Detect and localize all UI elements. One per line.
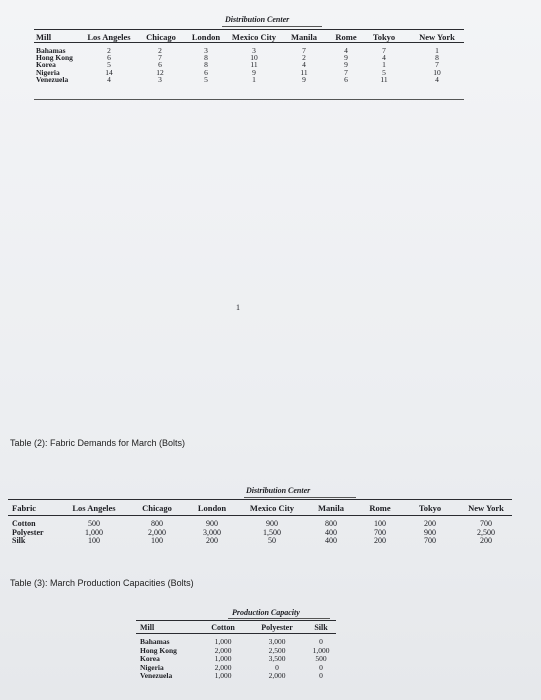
table-cell: 2,000 [214, 662, 232, 672]
table-cell: 9 [302, 74, 306, 84]
table2-header-col: Rome [369, 503, 391, 513]
table-cell: 4 [302, 60, 306, 70]
table-cell: 10 [433, 67, 441, 77]
table-cell: 1,000 [214, 637, 232, 646]
table3-header-rule [136, 633, 336, 634]
table2-group-header: Distribution Center [246, 486, 311, 495]
table-cell: 1 [435, 46, 439, 55]
table2-header-col: Chicago [142, 503, 172, 513]
table-cell: 0 [319, 637, 323, 646]
table3-caption: Table (3): March Production Capacities (Bolts) [10, 578, 194, 588]
table1-header-col: Mexico City [231, 32, 277, 42]
table-cell: 1,500 [263, 527, 281, 537]
table-cell: 3,000 [203, 527, 221, 537]
table-cell: 10 [250, 53, 258, 63]
table-cell: 6 [344, 74, 348, 84]
table-cell: 2,000 [268, 671, 286, 680]
table-cell: 3 [204, 46, 208, 55]
table2-header-fabric: Fabric [12, 503, 37, 513]
table-cell: 8 [204, 60, 208, 70]
table-cell: 11 [300, 67, 308, 77]
table-cell: 4 [344, 46, 348, 55]
table1-header-col: Tokyo [372, 32, 396, 42]
table-cell: 4 [107, 74, 111, 84]
table2-header-col: Mexico City [249, 503, 295, 513]
table-cell: 7 [382, 46, 386, 55]
table-cell: 400 [325, 536, 337, 545]
table-cell: 7 [435, 60, 439, 70]
table2-header-col: New York [468, 503, 504, 513]
table-cell: 6 [158, 60, 162, 70]
table2-top-rule [8, 499, 512, 500]
table-cell: 3,000 [268, 637, 286, 646]
table-cell: 0 [319, 662, 323, 672]
table2-header-col: Los Angeles [72, 503, 116, 513]
table3-header-col: Silk [314, 623, 328, 632]
table-cell: 5 [204, 74, 208, 84]
table-cell: 200 [480, 536, 492, 545]
table-cell: 100 [88, 536, 100, 545]
table-cell: 100 [374, 519, 386, 528]
table-cell: 1,000 [312, 645, 330, 655]
table-cell: 0 [319, 671, 323, 680]
table1-row-label: Bahamas Hong Kong Korea Nigeria Venezuela [36, 46, 73, 84]
table-cell: 7 [344, 67, 348, 77]
table2-row-labels: Cotton Polyester Silk [12, 519, 44, 545]
table1-group-header: Distribution Center [225, 15, 290, 24]
table-cell: 3 [158, 74, 162, 84]
table-cell: 6 [204, 67, 208, 77]
table-cell: 11 [380, 74, 388, 84]
table-cell: 4 [382, 53, 386, 63]
table-cell: 2,000 [214, 645, 232, 655]
table2-caption: Table (2): Fabric Demands for March (Bolts) [10, 438, 186, 448]
table1-header-col: Manila [291, 32, 317, 42]
table1-header-mill: Mill [36, 32, 52, 42]
table-cell: 9 [252, 67, 256, 77]
page-number: 1 [236, 303, 240, 312]
table-cell: 1 [252, 74, 256, 84]
table-cell: 900 [206, 519, 218, 528]
table3-top-rule [136, 620, 336, 621]
table-cell: 200 [206, 536, 218, 545]
table-cell: 700 [424, 536, 436, 545]
table1-header-col: New York [419, 32, 455, 42]
table-cell: 500 [88, 519, 100, 528]
table-cell: 900 [424, 527, 436, 537]
table3-header-mill: Mill [140, 623, 155, 632]
table-cell: 2 [158, 46, 162, 55]
table-cell: 9 [344, 53, 348, 63]
table-cell: 1,000 [214, 654, 232, 663]
table-cell: 1,000 [214, 671, 232, 680]
table1-header-col: Chicago [146, 32, 176, 42]
table-cell: 200 [424, 519, 436, 528]
table3-row-labels: Bahamas Hong Kong Korea Nigeria Venezuela [140, 637, 177, 680]
table-cell: 11 [250, 60, 258, 70]
table-cell: 3,500 [268, 654, 286, 663]
table-cell: 14 [105, 67, 113, 77]
table-cell: 1 [382, 60, 386, 70]
table-cell: 800 [325, 519, 337, 528]
table2-header-rule [8, 515, 512, 516]
table-cell: 6 [107, 53, 111, 63]
table-cell: 200 [374, 536, 386, 545]
table-cell: 9 [344, 60, 348, 70]
table-cell: 8 [204, 53, 208, 63]
table-cell: 800 [151, 519, 163, 528]
table-cell: 2,000 [148, 527, 166, 537]
table-cell: 500 [315, 654, 327, 663]
table3-group-rule [228, 618, 330, 619]
table-cell: 7 [302, 46, 306, 55]
table2-group-rule [244, 497, 356, 498]
table-cell: 1,000 [85, 527, 103, 537]
table3-header-col: Polyester [261, 623, 293, 632]
table1-header-rule [34, 42, 464, 43]
table1-bottom-rule [34, 99, 464, 100]
table1-header-col: Rome [335, 32, 357, 42]
table2-header-col: London [197, 503, 227, 513]
table-cell: 900 [266, 519, 278, 528]
table1-header-col: Los Angeles [87, 32, 131, 42]
table-cell: 2 [107, 46, 111, 55]
table-cell: 700 [480, 519, 492, 528]
table-cell: 2,500 [477, 527, 495, 537]
table1-top-rule [34, 29, 464, 30]
table-cell: 5 [382, 67, 386, 77]
table1-group-rule [222, 26, 322, 27]
table-cell: 400 [325, 527, 337, 537]
table2-header-col: Manila [318, 503, 344, 513]
table-cell: 5 [107, 60, 111, 70]
table-cell: 12 [156, 67, 164, 77]
table3-group-header: Production Capacity [232, 608, 300, 617]
table-cell: 7 [158, 53, 162, 63]
table3-header-col: Cotton [211, 623, 235, 632]
table-cell: 100 [151, 536, 163, 545]
table-cell: 700 [374, 527, 386, 537]
table-cell: 2 [302, 53, 306, 63]
table-cell: 8 [435, 53, 439, 63]
table-cell: 50 [268, 536, 276, 545]
table-cell: 2,500 [268, 645, 286, 655]
table2-header-col: Tokyo [418, 503, 442, 513]
table-cell: 0 [275, 662, 279, 672]
table-cell: 4 [435, 74, 439, 84]
table1-header-col: London [191, 32, 221, 42]
table-cell: 3 [252, 46, 256, 55]
